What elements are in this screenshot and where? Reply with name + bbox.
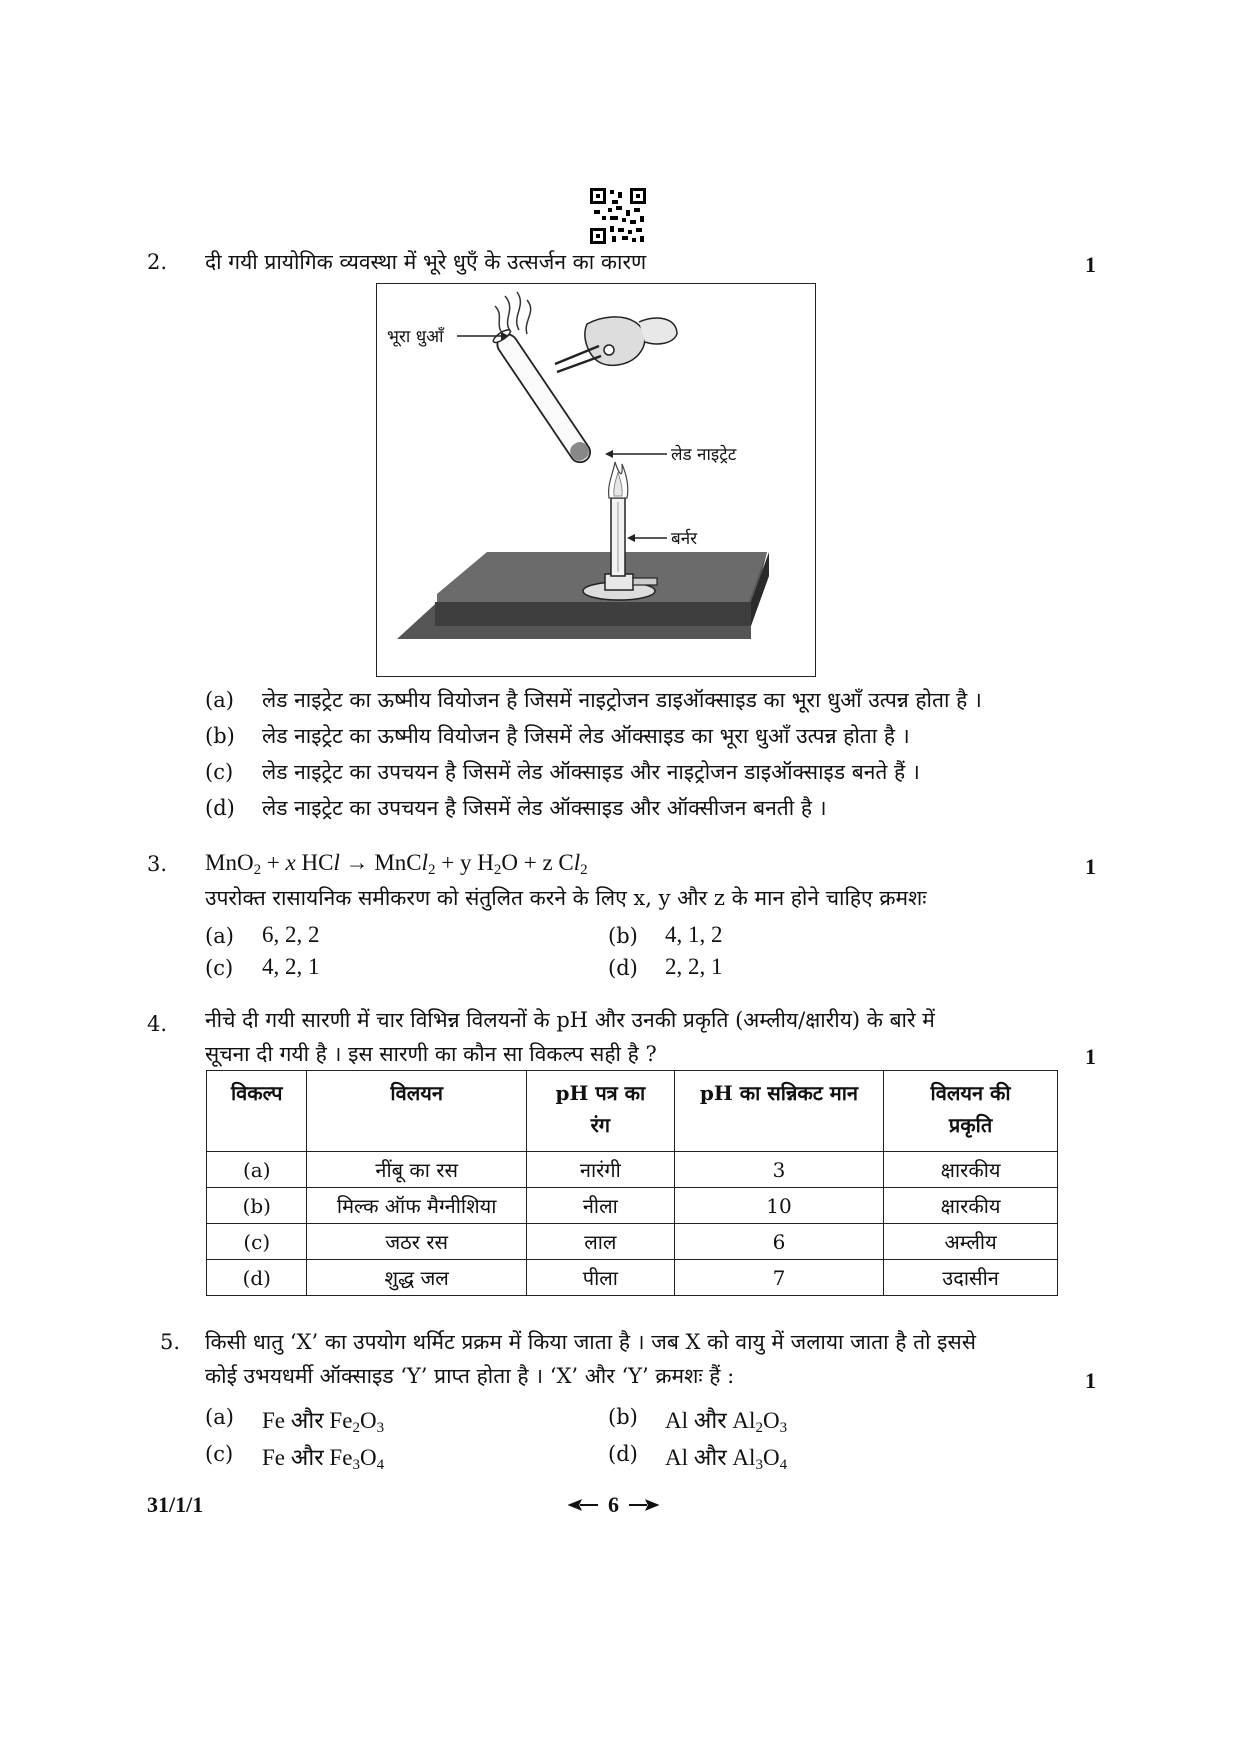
page-ornament-left-icon [568,1499,600,1511]
table-row [207,1260,1058,1296]
q2-option-b-label: (b) [205,724,235,748]
table-cell: नारंगी [526,1152,674,1188]
table-cell: 7 [674,1260,883,1296]
table-cell: पीला [526,1260,674,1296]
ph-table [206,1070,1058,1296]
q5-option-c-label: (c) [205,1442,234,1466]
question-4-text-line2: सूचना दी गयी है । इस सारणी का कौन सा विकल्प सही है ? [205,1042,657,1066]
table-cell: 10 [674,1188,883,1224]
table-cell: क्षारकीय [884,1152,1058,1188]
q2-option-b-text: लेड नाइट्रेट का ऊष्मीय वियोजन है जिसमें लेड ऑक्साइड का भूरा धुआँ उत्पन्न होता है । [262,724,910,748]
question-3-equation: MnO$_2$ + x HCl → MnCl$_2$ + y $H_2O + z$ $Cl_2$ [205,850,588,878]
q5-option-a-label: (a) [205,1405,234,1429]
table-row [207,1224,1058,1260]
table-cell: (b) [207,1188,307,1224]
question-5-number: 5. [160,1330,181,1354]
q5-option-b-text: Al और $Al_2O_3$ [665,1408,788,1436]
table-header-cell: विकल्प [207,1071,307,1152]
table-header-cell: pH पत्र का रंग [526,1071,674,1152]
q2-option-d-text: लेड नाइट्रेट का उपचयन है जिसमें लेड ऑक्साइड और ऑक्सीजन बनती है । [262,796,827,820]
table-row [207,1152,1058,1188]
experiment-figure [376,283,816,677]
q2-option-a-text: लेड नाइट्रेट का ऊष्मीय वियोजन है जिसमें नाइट्रोजन डाइऑक्साइड का भूरा धुआँ उत्पन्न होता है । [262,688,982,712]
table-cell: नींबू का रस [307,1152,526,1188]
q3-option-c-text: 4, 2, 1 [262,954,320,979]
question-2-text: दी गयी प्रायोगिक व्यवस्था में भूरे धुएँ के उत्सर्जन का कारण [205,250,647,274]
q3-option-d-text: 2, 2, 1 [665,954,723,979]
q2-option-c-label: (c) [205,760,234,784]
table-cell: क्षारकीय [884,1188,1058,1224]
table-cell: उदासीन [884,1260,1058,1296]
q3-option-c-label: (c) [205,956,234,980]
table-cell: नीला [526,1188,674,1224]
table-cell: (a) [207,1152,307,1188]
question-3-number: 3. [147,852,168,876]
question-3-text: उपरोक्त रासायनिक समीकरण को संतुलित करने के लिए x, y और z के मान होने चाहिए क्रमशः [205,886,927,910]
q3-option-b-text: 4, 1, 2 [665,922,723,947]
q5-option-d-text: Al और $Al_3O_4$ [665,1445,788,1473]
page-number-block [568,1492,659,1518]
label-lead-nitrate: लेड नाइट्रेट [671,445,737,465]
table-cell: (d) [207,1260,307,1296]
table-cell: मिल्क ऑफ मैग्नीशिया [307,1188,526,1224]
label-brown-fumes: भूरा धुआँ [387,327,444,347]
q3-option-d-label: (d) [608,956,638,980]
question-3-marks: 1 [1085,854,1096,879]
question-5-text-line2: कोई उभयधर्मी ऑक्साइड ‘Y’ प्राप्त होता है । ‘X’ और ‘Y’ क्रमशः हैं : [205,1364,735,1388]
table-header-cell: विलयन [307,1071,526,1152]
q3-option-a-text: 6, 2, 2 [262,922,320,947]
table-header-cell: pH का सन्निकट मान [674,1071,883,1152]
q5-option-b-label: (b) [608,1405,638,1429]
table-header-row [207,1071,1058,1152]
question-2-marks: 1 [1085,252,1096,277]
table-row [207,1188,1058,1224]
table-cell: (c) [207,1224,307,1260]
question-5-marks: 1 [1085,1368,1096,1393]
question-2-number: 2. [147,250,168,274]
q3-option-b-label: (b) [608,924,638,948]
table-header-cell: विलयन की प्रकृति [884,1071,1058,1152]
table-cell: जठर रस [307,1224,526,1260]
table-cell: अम्लीय [884,1224,1058,1260]
table-cell: शुद्ध जल [307,1260,526,1296]
qr-code-icon [590,188,646,244]
q5-option-c-text: Fe और $Fe_3O_4$ [262,1445,385,1473]
q5-option-d-label: (d) [608,1442,638,1466]
question-4-marks: 1 [1085,1044,1096,1069]
table-cell: 6 [674,1224,883,1260]
label-burner: बर्नर [671,529,698,549]
page-number: 6 [608,1492,619,1517]
q2-option-d-label: (d) [205,796,235,820]
question-5-text-line1: किसी धातु ‘X’ का उपयोग थर्मिट प्रक्रम में किया जाता है । जब X को वायु में जलाया जाता है तो इससे [205,1330,976,1354]
table-cell: लाल [526,1224,674,1260]
question-4-number: 4. [147,1012,168,1036]
q3-option-a-label: (a) [205,924,234,948]
page-ornament-right-icon [627,1499,659,1511]
q2-option-a-label: (a) [205,688,234,712]
question-4-text-line1: नीचे दी गयी सारणी में चार विभिन्न विलयनों के pH और उनकी प्रकृति (अम्लीय/क्षारीय) के बारे में [205,1008,935,1032]
q2-option-c-text: लेड नाइट्रेट का उपचयन है जिसमें लेड ऑक्साइड और नाइट्रोजन डाइऑक्साइड बनते हैं । [262,760,920,784]
paper-code: 31/1/1 [147,1492,204,1517]
q5-option-a-text: Fe और $Fe_2O_3$ [262,1408,385,1436]
table-cell: 3 [674,1152,883,1188]
